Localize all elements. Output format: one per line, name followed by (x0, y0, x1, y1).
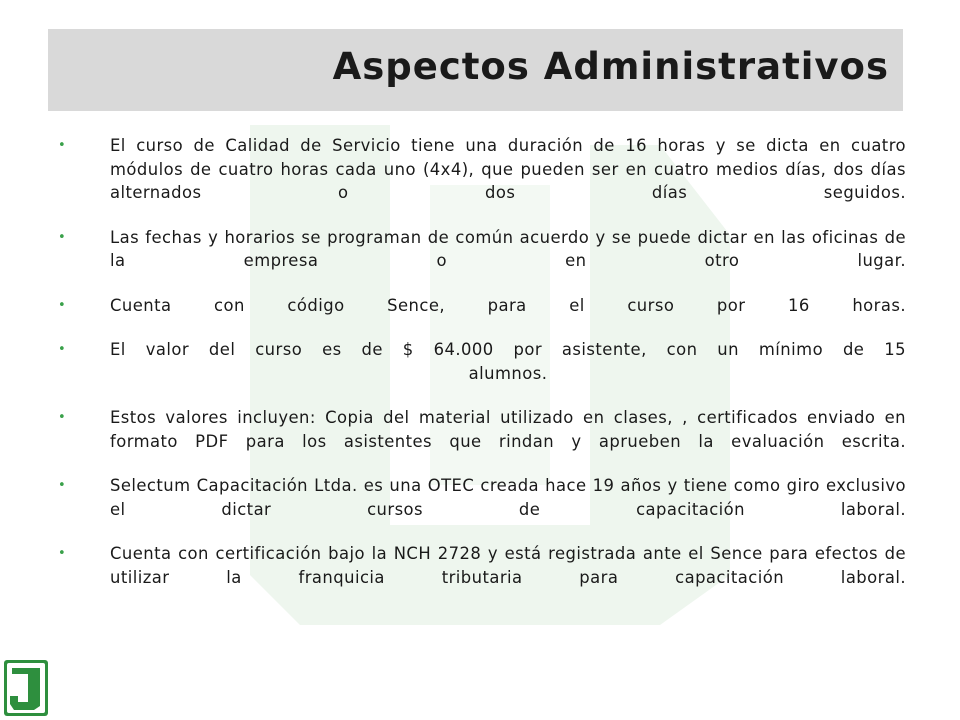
selectum-logo-icon (4, 660, 48, 716)
bullet-text: El curso de Calidad de Servicio tiene una duración de 16 horas y se dicta en cuatro módulos de cuatro horas cada uno (4x4), que pueden ser en cuatro medios días, dos días alternados o dos días seguidos. (110, 136, 906, 202)
title-bar (48, 29, 903, 111)
page-title: Aspectos Administrativos (332, 45, 889, 88)
bullet-item (58, 134, 906, 205)
bullet-icon: • (58, 229, 67, 245)
bullet-text: Cuenta con código Sence, para el curso por 16 horas. (110, 295, 906, 315)
bullet-item (58, 474, 906, 521)
bullet-icon: • (58, 478, 67, 493)
bullet-icon: • (58, 410, 67, 425)
bullet-list (58, 134, 906, 610)
bullet-text: Las fechas y horarios se programan de común acuerdo y se puede dictar en las oficinas de la empresa o en otro lugar. (110, 227, 906, 270)
bullet-item (58, 226, 906, 273)
bullet-item (58, 294, 906, 318)
bullet-text: El valor del curso es de $ 64.000 por asistente, con un mínimo de 15 (110, 340, 906, 359)
bullet-text: Estos valores incluyen: Copia del material utilizado en clases, , certificados enviado en formato PDF para los asistentes que rindan y aprueben la evaluación escrita. (110, 408, 906, 451)
bullet-icon: • (58, 138, 67, 153)
bullet-text-continuation: alumnos. (468, 363, 548, 383)
bullet-icon: • (58, 342, 67, 357)
bullet-text: Cuenta con certificación bajo la NCH 2728 y está registrada ante el Sence para efectos de utilizar la franquicia tributaria para capacitación laboral. (110, 544, 906, 587)
bullet-item (58, 406, 906, 453)
bullet-item (58, 338, 906, 385)
bullet-item (58, 542, 906, 589)
bullet-icon: • (58, 546, 67, 561)
bullet-text: Selectum Capacitación Ltda. es una OTEC creada hace 19 años y tiene como giro exclusivo el dictar cursos de capacitación laboral. (110, 476, 906, 519)
bullet-icon: • (58, 297, 67, 313)
